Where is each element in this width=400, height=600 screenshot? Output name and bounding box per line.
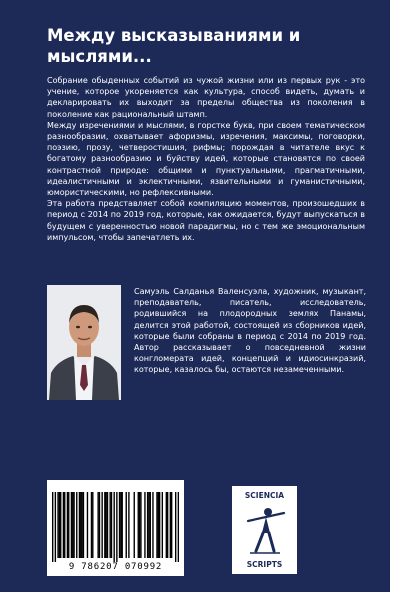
barcode-bar [99, 492, 100, 558]
barcode-bar [64, 492, 65, 558]
barcode-bar [104, 492, 105, 558]
publisher-name-top: SCIENCIA [244, 491, 285, 500]
barcode-bar [111, 492, 112, 558]
barcode-bar [68, 492, 69, 558]
barcode-bar [148, 492, 149, 558]
barcode-bar [147, 492, 148, 558]
barcode-bar [150, 492, 151, 558]
author-bio: Самуэль Салданья Валенсуэла, художник, музыкант, преподаватель, писатель, исследователь, родившийся на плодородных землях Панамы, делится этой работой, состоящей из сборников идей, которые были собраны в период с 2014 по 2019 год. Автор рассказывает о повседневной жизни конгломерата идей, концепций и идиосинкразий, которые, казалось бы, остаются незамеченными. [134, 287, 366, 375]
barcode-bar [57, 492, 58, 558]
isbn-number: 9 786207 070992 [68, 562, 163, 572]
isbn-barcode [47, 480, 184, 576]
barcode-bar [76, 492, 77, 558]
book-title: Между высказываниями и мыслями... [47, 26, 301, 66]
barcode-bar [171, 492, 172, 558]
barcode-bar [140, 492, 141, 558]
barcode-bar [105, 492, 106, 558]
barcode-bar [162, 492, 163, 558]
barcode-bar [81, 492, 82, 558]
barcode-bar [55, 492, 56, 562]
barcode-bar [60, 492, 61, 558]
publisher-name-bottom: SCRIPTS [246, 560, 283, 569]
barcode-bar [170, 492, 171, 558]
barcode-bar [158, 492, 159, 558]
barcode-bar [59, 492, 60, 558]
barcode-bar [178, 492, 179, 562]
barcode-bar [83, 492, 84, 558]
barcode-bar [138, 492, 139, 558]
barcode-bar [119, 492, 120, 558]
barcode-bar [159, 492, 160, 558]
barcode-bar [113, 492, 114, 562]
publisher-logo [232, 486, 297, 574]
barcode-bar [122, 492, 123, 558]
barcode-bar [116, 492, 117, 562]
barcode-bar [52, 492, 53, 562]
barcode-bar [91, 492, 92, 558]
description-paragraph-3: Эта работа представляет собой компиляцию моментов, произошедших в период с 2014 по 2019 год, которые, как ожидается, будут выпускаться в будущем с уверенностью новой парадигмы, но с тем же эмоциональным импульсом, чтобы запечатлеть их. [47, 199, 365, 242]
barcode-bar [156, 492, 157, 558]
barcode-bar [175, 492, 176, 562]
barcode-bar [79, 492, 80, 558]
barcode-bar [166, 492, 167, 558]
barcode-bar [63, 492, 64, 558]
barcode-bar [72, 492, 73, 558]
barcode-icon [52, 492, 179, 562]
barcode-bar [97, 492, 98, 558]
barcode-bar [144, 492, 145, 558]
author-photo [47, 285, 121, 400]
barcode-bar [167, 492, 168, 558]
barcode-bar [71, 492, 72, 558]
barcode-bar [134, 492, 135, 558]
barcode-bar [152, 492, 153, 558]
barcode-bar [107, 492, 108, 558]
barcode-bar [73, 492, 74, 558]
barcode-bar [126, 492, 127, 558]
description-paragraph-2: Между изречениями и мыслями, в горстке букв, при своем тематическом разнообразии, охватывает афоризмы, изречения, максимы, поговорки, поэзию, прозу, четверостишия, рифмы; порождая в читателе вкус к богатому разнообразию и буйству идей, которые становятся по своей контрастной природе: общими и пунктуальными, прагматичными, идеалистичными и эклектичными, язвительными и гуманистичными, юмористическими, но рефлексивными. [47, 120, 365, 198]
barcode-bar [101, 492, 102, 558]
author-portrait-icon [47, 285, 121, 400]
book-description [47, 75, 365, 243]
barcode-bar [80, 492, 81, 558]
barcode-bar [120, 492, 121, 558]
description-paragraph-1: Собрание обыденных событий из чужой жизни или из первых рук - это учение, которое укореняется как культура, способ видеть, думать и декларировать их выходит за пределы общества из поколения в поколение как рациональный штамп. [47, 76, 365, 119]
barcode-bar [109, 492, 110, 558]
barcode-bar [67, 492, 68, 558]
scientist-figure-icon [244, 503, 286, 557]
barcode-bar [139, 492, 140, 558]
barcode-bar [87, 492, 88, 558]
barcode-bar [128, 492, 129, 558]
barcode-bar [92, 492, 93, 558]
